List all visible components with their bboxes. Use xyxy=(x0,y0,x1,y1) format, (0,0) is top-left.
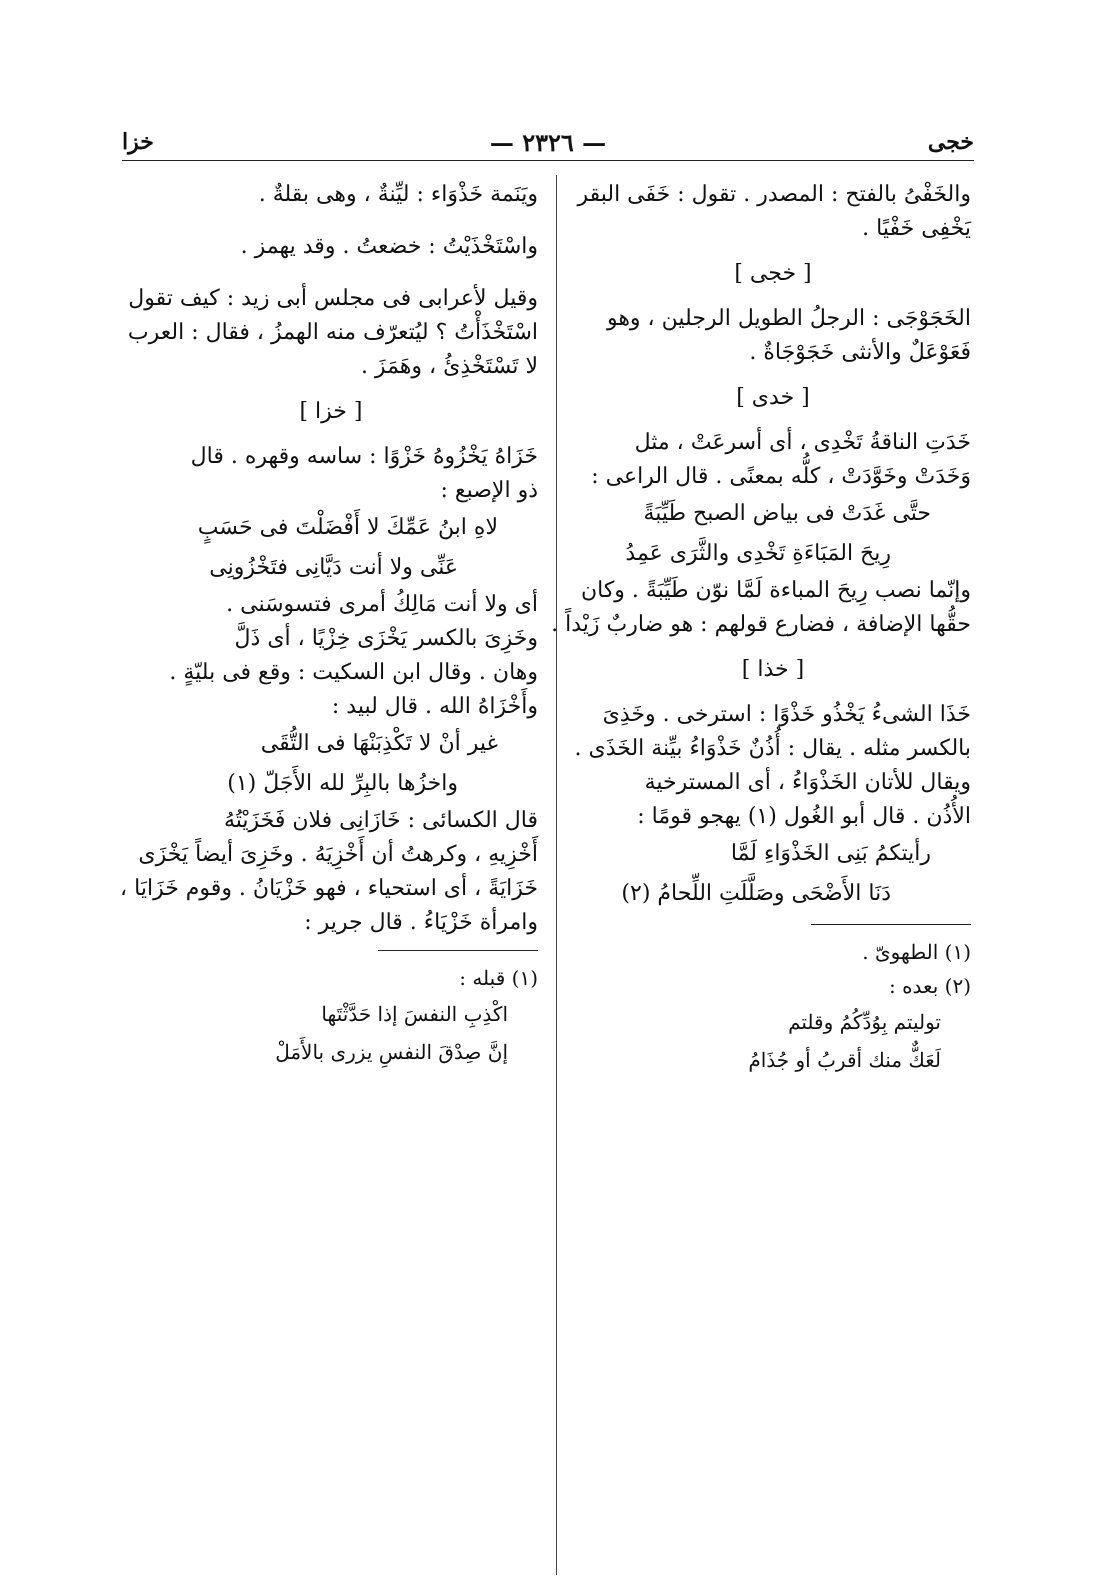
spacer xyxy=(124,212,538,230)
footnote: (٢) بعده : xyxy=(888,974,971,998)
text-line: أى ولا أنت مَالِكُ أمرى فتسوسَنى . xyxy=(226,592,538,617)
entry-heading-khaja: [ خجى ] xyxy=(734,261,812,286)
right-column xyxy=(551,178,971,1079)
page-header xyxy=(122,122,974,162)
verse-line: حتَّى غَدَتْ فى بياض الصبح طَيِّبَةً xyxy=(643,501,931,526)
text-line: وخَزِىَ بالكسر يَخْزَى خِزْيًا ، أى ذَلَّ xyxy=(234,626,538,651)
text-line: فَعَوْعَلٌ والأنثى خَجَوْجَاةٌ . xyxy=(749,340,971,365)
left-column xyxy=(120,178,538,1071)
text-line: اسْتَخْذَأْتُ ؟ ليُتعرّف منه الهمزُ ، فقال : العرب xyxy=(127,320,538,345)
text-line: أَخْزِيهِ ، وكرهتُ أن أَخْزِيَهُ . وخَزِىَ أيضاً يَخْزَى xyxy=(138,842,538,867)
text-line: خَزَايَةً ، أى استحياء ، فهو خَزْيَانُ . وقوم خَزَايَا ، xyxy=(120,876,538,901)
footnote: (١) الطهوىّ . xyxy=(862,940,971,964)
text-line: ويَنَمة خَذْوَاء : ليِّنةٌ ، وهى بقلةٌ . xyxy=(258,182,538,207)
text-line: ويقال للأتان الخَذْوَاءُ ، أى المسترخية xyxy=(644,770,971,795)
entry-heading-khaza: [ خزا ] xyxy=(299,399,363,424)
verse-line: دَنَا الأَضْحَى وصَلَّلَتِ اللِّحامُ (٢) xyxy=(621,881,891,906)
text-line: بالكسر مثله . يقال : أُذُنٌ خَذْوَاءُ بيِّنة الخَذَى . xyxy=(574,736,971,761)
footnote-verse: لَعَكٌّ منك أقربُ أو جُذَامُ xyxy=(748,1048,941,1072)
column-divider xyxy=(556,175,557,1575)
text-line: حقُّها الإضافة ، فضارع قولهم : هو ضاربٌ زَيْداً . xyxy=(551,612,971,637)
footnote: (١) قبله : xyxy=(459,966,538,990)
text-line: خَذَا الشىءُ يَخْذُو خَذْوًا : استرخى . وخَذِىَ xyxy=(602,702,971,727)
text-line: خَزَاهُ يَخْزُوهُ خَزْوًا : ساسه وقهره . قال xyxy=(190,444,538,469)
text-line: وأَخْزَاهُ الله . قال لبيد : xyxy=(331,694,538,719)
text-line: وقيل لأعرابى فى مجلس أبى زيد : كيف تقول xyxy=(128,286,538,311)
verse-line: رِيحَ المَبَاءَةِ تَخْدِى والثَّرَى عَمِدُ xyxy=(625,541,891,566)
text-line: خَدَتِ الناقةُ تَخْدِى ، أى أسرعَتْ ، مثل xyxy=(634,430,971,455)
header-left-word: خزا xyxy=(122,129,154,155)
spacer xyxy=(124,264,538,282)
text-line: الأُذُن . قال أبو الغُول (١) يهجو قومًا : xyxy=(637,804,971,829)
text-line: وامرأة خَزْيَاءُ . قال جرير : xyxy=(304,910,538,935)
text-line: وَخَدَتْ وخَوَّدَتْ ، كلُّه بمعنًى . قال الراعى : xyxy=(591,464,971,489)
footnote-rule xyxy=(378,950,538,951)
text-line: واسْتَخْذَيْتُ : خضعتُ . وقد يهمز . xyxy=(240,234,538,259)
verse-line: رأيتكمُ بَنِى الخَذْوَاءِ لَمَّا xyxy=(730,841,931,866)
footnote-verse: إنَّ صِدْقَ النفسِ يزرى بالأَمَلْ xyxy=(275,1040,508,1064)
verse-line: عَنِّى ولا أنت دَيَّانِى فتَخْزُونِى xyxy=(209,555,458,580)
footnote-verse: اكْذِبِ النفسَ إذا حَدَّثْتَها xyxy=(321,1002,508,1026)
footnote-verse: توليتم بِوُدِّكُمُ وقلتم xyxy=(788,1010,941,1034)
header-rule xyxy=(122,160,974,161)
verse-line: غير أنْ لا تَكْذِبَنْهَا فى التُّقَى xyxy=(260,731,498,756)
entry-heading-khada: [ خدى ] xyxy=(736,385,810,410)
text-line: وهان . وقال ابن السكيت : وقع فى بليّةٍ . xyxy=(169,660,538,685)
verse-line: واخزُها بالبِرِّ لله الأَجَلّ (١) xyxy=(227,771,458,796)
text-line: والخَفْىُ بالفتح : المصدر . تقول : خَفَى البقر xyxy=(577,182,971,207)
text-line: قال الكسائى : خَازَانِى فلان فَخَزَيْتُهُ xyxy=(223,808,538,833)
page-number: — ٢٣٢٦ — xyxy=(489,127,607,157)
footnote-rule xyxy=(811,924,971,925)
text-line: لا تَسْتَخْذِئُ ، وهَمَزَ . xyxy=(360,354,538,379)
text-line: وإنّما نصب رِيحَ المباءة لَمَّا نوّن طَيِّبَةً . وكان xyxy=(580,578,971,603)
text-line: يَخْفِى خَفْيًا . xyxy=(862,216,971,241)
text-line: الخَجَوْجَى : الرجلُ الطويل الرجلين ، وهو xyxy=(606,306,971,331)
header-right-word: خجى xyxy=(927,129,974,155)
entry-heading-khadha: [ خذا ] xyxy=(741,657,805,682)
verse-line: لاهِ ابنُ عَمِّكَ لا أَفْضَلْتَ فى حَسَبٍ xyxy=(197,515,498,540)
text-line: ذو الإصبع : xyxy=(440,478,538,503)
